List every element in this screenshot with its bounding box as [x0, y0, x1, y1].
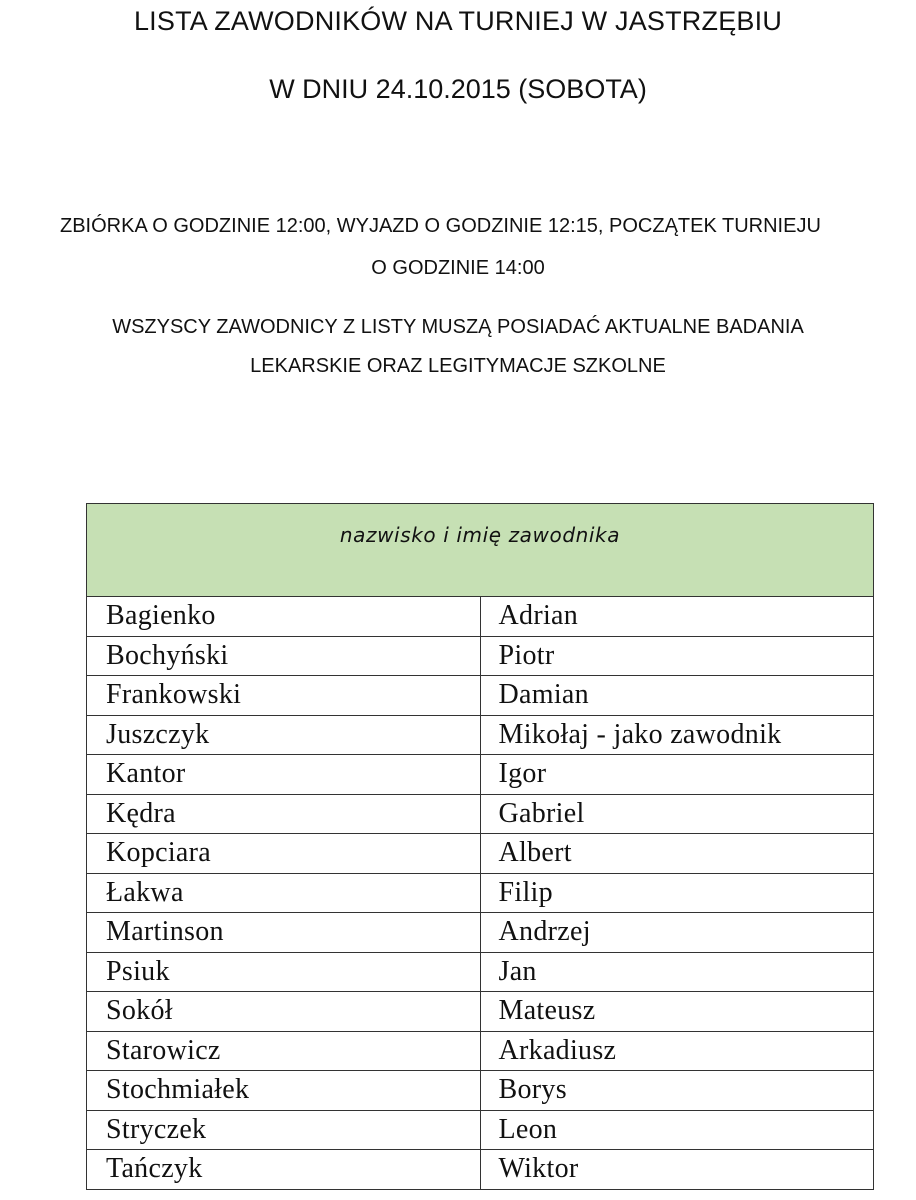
player-first-name: Mateusz — [480, 992, 874, 1032]
table-row — [87, 1031, 874, 1071]
player-surname: Stryczek — [87, 1110, 481, 1150]
player-surname: Sokół — [87, 992, 481, 1032]
requirements-line-2: LEKARSKIE ORAZ LEGITYMACJE SZKOLNE — [250, 355, 666, 377]
requirements-line-1: WSZYSCY ZAWODNICY Z LISTY MUSZĄ POSIADAĆ AKTUALNE BADANIA — [112, 316, 804, 338]
player-first-name: Andrzej — [480, 913, 874, 953]
table-header-label: nazwisko i imię zawodnika — [339, 523, 621, 547]
player-first-name: Arkadiusz — [480, 1031, 874, 1071]
player-roster-table — [86, 503, 874, 1190]
table-row — [87, 834, 874, 874]
table-header-cell — [87, 504, 874, 597]
meeting-info-line-1: ZBIÓRKA O GODZINIE 12:00, WYJAZD O GODZINIE 12:15, POCZĄTEK TURNIEJU — [60, 215, 821, 237]
player-first-name: Leon — [480, 1110, 874, 1150]
player-surname: Psiuk — [87, 952, 481, 992]
player-surname: Łakwa — [87, 873, 481, 913]
player-surname: Tańczyk — [87, 1150, 481, 1190]
player-first-name: Damian — [480, 676, 874, 716]
table-row — [87, 755, 874, 795]
player-surname: Stochmiałek — [87, 1071, 481, 1111]
table-row — [87, 636, 874, 676]
roster-body — [87, 597, 874, 1190]
document-title: LISTA ZAWODNIKÓW NA TURNIEJ W JASTRZĘBIU — [133, 6, 783, 36]
table-row — [87, 715, 874, 755]
player-surname: Kopciara — [87, 834, 481, 874]
player-first-name: Igor — [480, 755, 874, 795]
player-first-name: Piotr — [480, 636, 874, 676]
player-first-name: Borys — [480, 1071, 874, 1111]
player-surname: Martinson — [87, 913, 481, 953]
table-row — [87, 873, 874, 913]
table-row — [87, 676, 874, 716]
table-row — [87, 1150, 874, 1190]
table-row — [87, 992, 874, 1032]
player-first-name: Filip — [480, 873, 874, 913]
player-surname: Starowicz — [87, 1031, 481, 1071]
player-first-name: Albert — [480, 834, 874, 874]
document-date: W DNIU 24.10.2015 (SOBOTA) — [269, 74, 647, 104]
table-row — [87, 1071, 874, 1111]
player-first-name: Jan — [480, 952, 874, 992]
player-first-name: Gabriel — [480, 794, 874, 834]
player-surname: Juszczyk — [87, 715, 481, 755]
table-row — [87, 597, 874, 637]
player-first-name: Wiktor — [480, 1150, 874, 1190]
table-row — [87, 913, 874, 953]
player-surname: Kantor — [87, 755, 481, 795]
table-header-row — [87, 504, 874, 597]
player-first-name: Mikołaj - jako zawodnik — [480, 715, 874, 755]
player-surname: Kędra — [87, 794, 481, 834]
table-row — [87, 1110, 874, 1150]
player-surname: Frankowski — [87, 676, 481, 716]
player-first-name: Adrian — [480, 597, 874, 637]
table-row — [87, 952, 874, 992]
table-row — [87, 794, 874, 834]
player-surname: Bochyński — [87, 636, 481, 676]
player-surname: Bagienko — [87, 597, 481, 637]
meeting-info-line-2: O GODZINIE 14:00 — [371, 257, 545, 279]
